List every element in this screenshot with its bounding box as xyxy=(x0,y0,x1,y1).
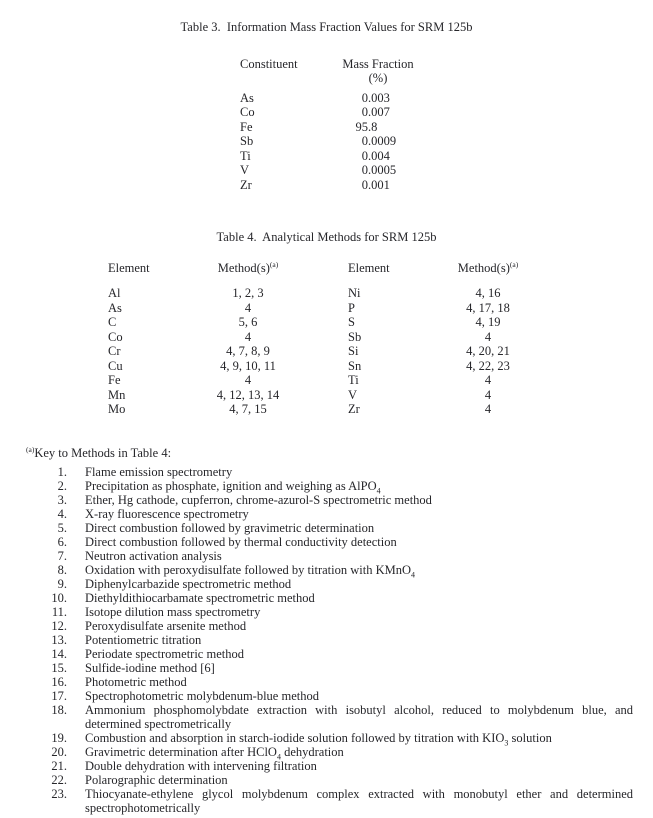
mass-fraction-cell xyxy=(328,149,428,164)
mass-fraction-decimal: .001 xyxy=(368,177,390,192)
table3 xyxy=(0,57,653,193)
mass-fraction-cell xyxy=(328,105,428,120)
methods-cell: 4 xyxy=(244,300,252,315)
key-item-number: 19. xyxy=(51,731,67,745)
mass-fraction-integer: 95 xyxy=(355,119,368,134)
mass-fraction-cell xyxy=(328,178,428,193)
key-header xyxy=(26,446,653,461)
mass-fraction-cell xyxy=(328,163,428,178)
mass-fraction-integer: 0 xyxy=(361,134,368,148)
key-item xyxy=(26,773,653,787)
table3-row xyxy=(240,120,653,135)
element-cell: P xyxy=(348,300,355,315)
key-item-text: Oxidation with peroxydisulfate followed by titration with KMnO$_4$ xyxy=(85,563,415,580)
element-cell: As xyxy=(108,300,122,315)
key-item xyxy=(26,675,653,689)
table3-row xyxy=(240,149,653,164)
element-cell: S xyxy=(348,315,355,329)
key-item-number: 4. xyxy=(57,507,67,521)
mass-fraction-integer: 0 xyxy=(361,90,368,105)
mass-fraction-decimal: .004 xyxy=(368,148,390,163)
table3-row xyxy=(240,163,653,178)
key-item-number: 2. xyxy=(57,479,67,493)
key-item-text: Diethyldithiocarbamate spectrometric method xyxy=(85,591,315,605)
key-item xyxy=(26,703,653,731)
element-cell: Si xyxy=(348,344,359,358)
key-item-text: Spectrophotometric molybdenum-blue method xyxy=(85,689,319,703)
methods-cell: 4, 7, 15 xyxy=(229,402,267,416)
key-item-number: 21. xyxy=(51,759,67,773)
key-item-text: Polarographic determination xyxy=(85,773,228,787)
element-cell: Mn xyxy=(108,387,126,402)
methods-cell: 4 xyxy=(244,373,252,387)
key-item xyxy=(26,521,653,535)
key-item xyxy=(26,619,653,633)
element-cell: Cu xyxy=(108,358,123,373)
key-item-number: 8. xyxy=(57,563,67,577)
constituent-cell: Sb xyxy=(240,134,254,148)
methods-cell: 5, 6 xyxy=(238,315,258,329)
constituent-cell: As xyxy=(240,90,254,105)
table4-element1-header: Element xyxy=(108,260,150,275)
key-item xyxy=(26,731,653,748)
mass-fraction-decimal: .007 xyxy=(368,105,390,119)
key-list xyxy=(0,465,653,815)
key-item-number: 15. xyxy=(51,661,67,675)
mass-fraction-integer: 0 xyxy=(361,105,368,119)
key-item-number: 9. xyxy=(57,577,67,591)
key-item-number: 18. xyxy=(51,703,67,717)
key-item xyxy=(26,563,653,580)
mass-fraction-decimal: .003 xyxy=(368,90,390,105)
table4-methods1-header: $Method(s)^{(a)}$ xyxy=(217,259,279,275)
table4-row xyxy=(108,359,653,374)
mass-fraction-decimal: .0005 xyxy=(368,163,397,177)
key-item-number: 23. xyxy=(51,787,67,801)
table3-header-spacer xyxy=(240,71,328,86)
table4-element2-header: Element xyxy=(348,260,390,275)
key-item xyxy=(26,661,653,675)
methods-cell: 4 xyxy=(484,387,492,402)
table4-row xyxy=(108,373,653,388)
mass-fraction-integer: 0 xyxy=(361,163,368,177)
element-cell: Zr xyxy=(348,402,360,416)
table3-row xyxy=(240,178,653,193)
methods-cell: 4 xyxy=(484,329,492,344)
key-item-text: Flame emission spectrometry xyxy=(85,465,233,479)
key-item-number: 10. xyxy=(51,591,67,605)
key-item-number: 6. xyxy=(57,535,67,549)
constituent-cell: V xyxy=(240,163,250,177)
mass-fraction-integer: 0 xyxy=(361,177,368,192)
methods-cell: 4 xyxy=(484,402,492,416)
key-item xyxy=(26,605,653,619)
key-item-number: 12. xyxy=(51,619,67,633)
table3-mass-fraction-header: Mass Fraction xyxy=(342,56,414,71)
key-item-text: Neutron activation analysis xyxy=(85,549,222,563)
element-cell: Sb xyxy=(348,329,362,344)
element-cell: Fe xyxy=(108,373,121,387)
key-item-text: Precipitation as phosphate, ignition and weighing as AlPO$_4$ xyxy=(85,479,381,496)
constituent-cell: Co xyxy=(240,105,255,119)
constituent-cell: Ti xyxy=(240,148,251,163)
table4-row xyxy=(108,315,653,330)
key-item-text: Periodate spectrometric method xyxy=(85,647,244,661)
key-item-number: 1. xyxy=(57,465,67,479)
key-item-number: 17. xyxy=(51,689,67,703)
key-item-text: Direct combustion followed by thermal conductivity detection xyxy=(85,535,397,549)
key-item xyxy=(26,633,653,647)
element-cell: Al xyxy=(108,286,121,300)
mass-fraction-integer: 0 xyxy=(361,148,368,163)
key-item xyxy=(26,479,653,496)
footnote-marker: (a) xyxy=(509,259,519,269)
methods-cell: 4, 19 xyxy=(475,315,501,329)
element-cell: Cr xyxy=(108,344,121,358)
table3-title: Table 3. Information Mass Fraction Values for SRM 125b xyxy=(180,20,473,34)
key-item-text: Thiocyanate-ethylene glycol molybdenum complex extracted with monobutyl ether and determined spectrophotometrically xyxy=(85,787,633,815)
key-item-number: 3. xyxy=(57,493,67,507)
methods-cell: 4 xyxy=(484,373,492,387)
key-item-text: Isotope dilution mass spectrometry xyxy=(85,605,261,619)
constituent-cell: Zr xyxy=(240,177,252,192)
table4-row xyxy=(108,301,653,316)
key-item-number: 20. xyxy=(51,745,67,759)
table3-constituent-header: Constituent xyxy=(240,56,298,71)
key-item xyxy=(26,493,653,507)
mass-fraction-decimal: .0009 xyxy=(368,134,397,148)
element-cell: Ni xyxy=(348,286,361,300)
table4-row xyxy=(108,344,653,359)
key-item-number: 5. xyxy=(57,521,67,535)
table4-row xyxy=(108,388,653,403)
key-item xyxy=(26,787,653,815)
table4-methods2-header: $Method(s)^{(a)}$ xyxy=(457,259,519,275)
key-item-number: 7. xyxy=(57,549,67,563)
table4-header-row xyxy=(108,261,653,276)
key-item xyxy=(26,647,653,661)
element-cell: C xyxy=(108,315,117,329)
key-item-text: Photometric method xyxy=(85,675,187,689)
mass-fraction-cell xyxy=(328,120,428,135)
key-item-number: 14. xyxy=(51,647,67,661)
key-item-text: Ammonium phosphomolybdate extraction with isobutyl alcohol, reduced to molybdenum blue, and determined spectrometrically xyxy=(85,703,633,731)
table4-body xyxy=(0,286,653,417)
table3-body xyxy=(0,91,653,193)
key-item xyxy=(26,759,653,773)
key-item-number: 22. xyxy=(51,773,67,787)
key-item-text: Double dehydration with intervening filtration xyxy=(85,759,317,773)
key-item-number: 13. xyxy=(51,633,67,647)
element-cell: Mo xyxy=(108,402,126,416)
key-item-text: Sulfide-iodine method [6] xyxy=(85,661,215,675)
methods-cell: 4, 9, 10, 11 xyxy=(220,358,276,373)
constituent-cell: Fe xyxy=(240,119,253,134)
key-item-text: Combustion and absorption in starch-iodide solution followed by titration with $KIO_3$ solution xyxy=(85,731,552,748)
key-item-text: Ether, Hg cathode, cupferron, chrome-azurol-S spectrometric method xyxy=(85,493,432,507)
key-item-text: Direct combustion followed by gravimetric determination xyxy=(85,521,375,535)
table3-percent-units-label: (%) xyxy=(368,71,388,85)
methods-cell: 4, 12, 13, 14 xyxy=(216,387,280,402)
key-item-number: 16. xyxy=(51,675,67,689)
mass-fraction-decimal: .8 xyxy=(368,119,378,134)
key-item xyxy=(26,549,653,563)
mass-fraction-cell xyxy=(328,134,428,149)
key-item xyxy=(26,465,653,479)
methods-cell: 1, 2, 3 xyxy=(232,286,264,300)
methods-cell: 4, 20, 21 xyxy=(466,344,510,358)
table4-row xyxy=(108,286,653,301)
footnote-marker: (a) xyxy=(26,444,35,454)
table3-row xyxy=(240,105,653,120)
table3-row xyxy=(240,91,653,106)
key-item-text: Potentiometric titration xyxy=(85,633,202,647)
key-item-text: Peroxydisulfate arsenite method xyxy=(85,619,247,633)
element-cell: Co xyxy=(108,329,123,344)
key-item-number: 11. xyxy=(51,605,67,619)
footnote-marker: (a) xyxy=(269,259,279,269)
table3-header-row-units xyxy=(240,71,653,86)
methods-cell: 4 xyxy=(244,329,252,344)
table3-row xyxy=(240,134,653,149)
table3-header-row xyxy=(240,57,653,72)
key-item xyxy=(26,689,653,703)
methods-cell: 4, 16 xyxy=(475,286,501,300)
key-item xyxy=(26,745,653,762)
key-header-label: Key to Methods in Table 4: xyxy=(34,445,172,460)
key-item xyxy=(26,577,653,591)
table4-row xyxy=(108,330,653,345)
methods-cell: 4, 7, 8, 9 xyxy=(226,344,270,358)
key-item xyxy=(26,591,653,605)
table4-title: Table 4. Analytical Methods for SRM 125b xyxy=(216,230,437,244)
element-cell: V xyxy=(348,387,358,402)
element-cell: Ti xyxy=(348,373,359,387)
element-cell: Sn xyxy=(348,358,362,373)
mass-fraction-cell xyxy=(328,91,428,106)
methods-cell: 4, 22, 23 xyxy=(466,358,510,373)
key-item-text: Diphenylcarbazide spectrometric method xyxy=(85,577,292,591)
key-item xyxy=(26,507,653,521)
key-item-text: X-ray fluorescence spectrometry xyxy=(85,507,249,521)
methods-cell: 4, 17, 18 xyxy=(466,300,510,315)
table4-row xyxy=(108,402,653,417)
key-item xyxy=(26,535,653,549)
key-item-text: Gravimetric determination after HClO$_4$ dehydration xyxy=(85,745,344,762)
